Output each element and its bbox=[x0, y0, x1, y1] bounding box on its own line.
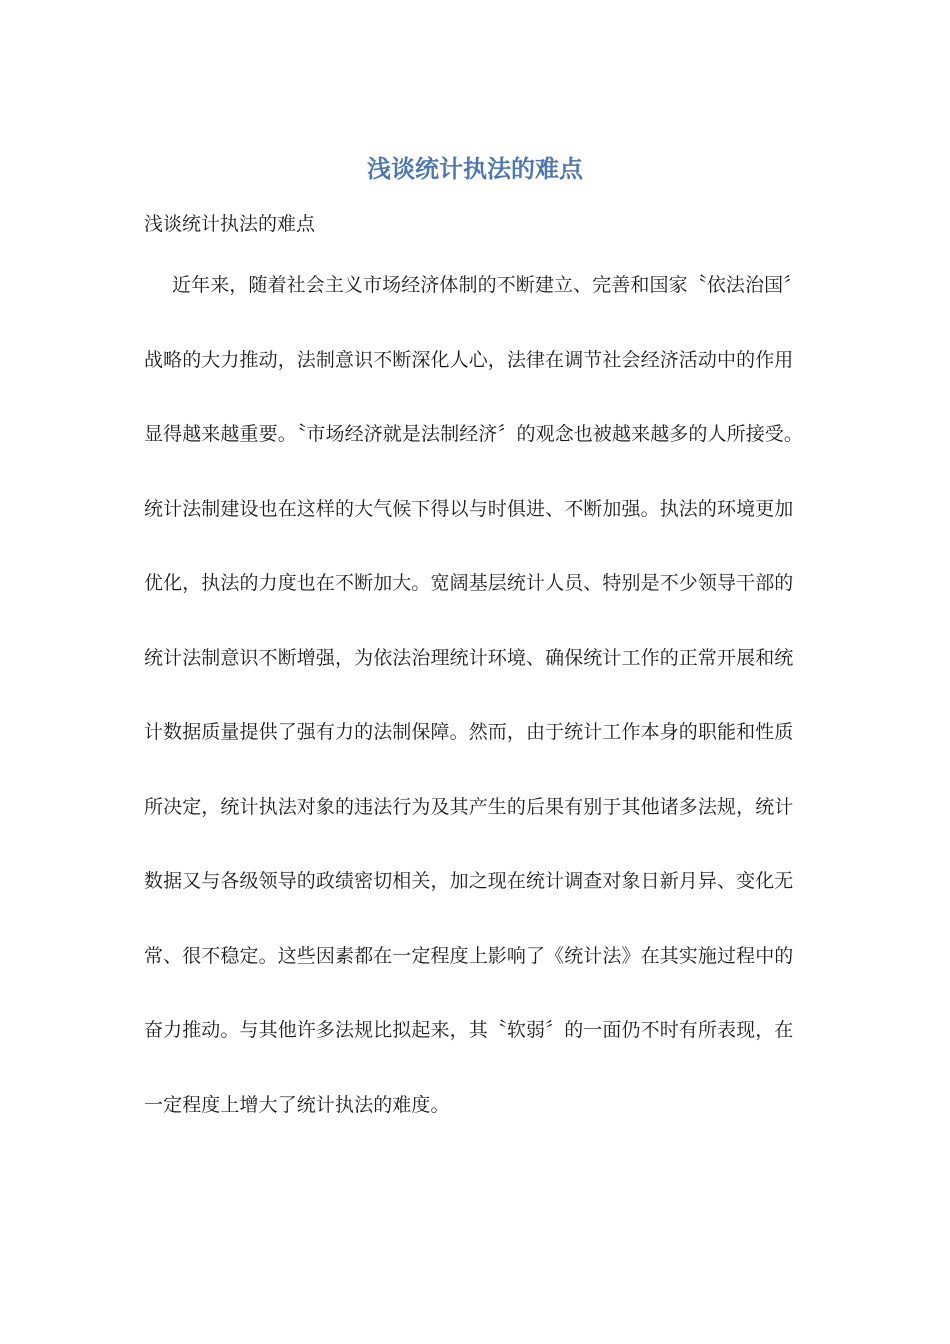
body-line: 显得越来越重要。〝市场经济就是法制经济〞的观念也被越来越多的人所接受。 bbox=[144, 423, 804, 445]
document-subtitle: 浅谈统计执法的难点 bbox=[144, 213, 316, 235]
body-line: 优化，执法的力度也在不断加大。宽阔基层统计人员、特别是不少领导干部的 bbox=[144, 572, 794, 594]
body-line: 计数据质量提供了强有力的法制保障。然而，由于统计工作本身的职能和性质 bbox=[144, 721, 794, 743]
body-line: 统计法制意识不断增强，为依法治理统计环境、确保统计工作的正常开展和统 bbox=[144, 646, 794, 669]
body-line: 所决定，统计执法对象的违法行为及其产生的后果有别于其他诸多法规，统计 bbox=[144, 795, 794, 818]
body-line: 一定程度上增大了统计执法的难度。 bbox=[144, 1093, 450, 1116]
document-title: 浅谈统计执法的难点 bbox=[367, 154, 583, 183]
body-line: 统计法制建设也在这样的大气候下得以与时俱进、不断加强。执法的环境更加 bbox=[144, 497, 794, 520]
body-paragraph bbox=[144, 270, 814, 1164]
body-line: 奋力推动。与其他许多法规比拟起来，其〝软弱〞的一面仍不时有所表现，在 bbox=[144, 1019, 794, 1041]
body-line: 近年来，随着社会主义市场经济体制的不断建立、完善和国家〝依法治国〞 bbox=[172, 274, 803, 296]
body-line: 战略的大力推动，法制意识不断深化人心，法律在调节社会经济活动中的作用 bbox=[144, 348, 794, 371]
body-line: 数据又与各级领导的政绩密切相关，加之现在统计调查对象日新月异、变化无 bbox=[144, 870, 794, 892]
body-line: 常、很不稳定。这些因素都在一定程度上影响了《统计法》在其实施过程中的 bbox=[144, 944, 794, 967]
